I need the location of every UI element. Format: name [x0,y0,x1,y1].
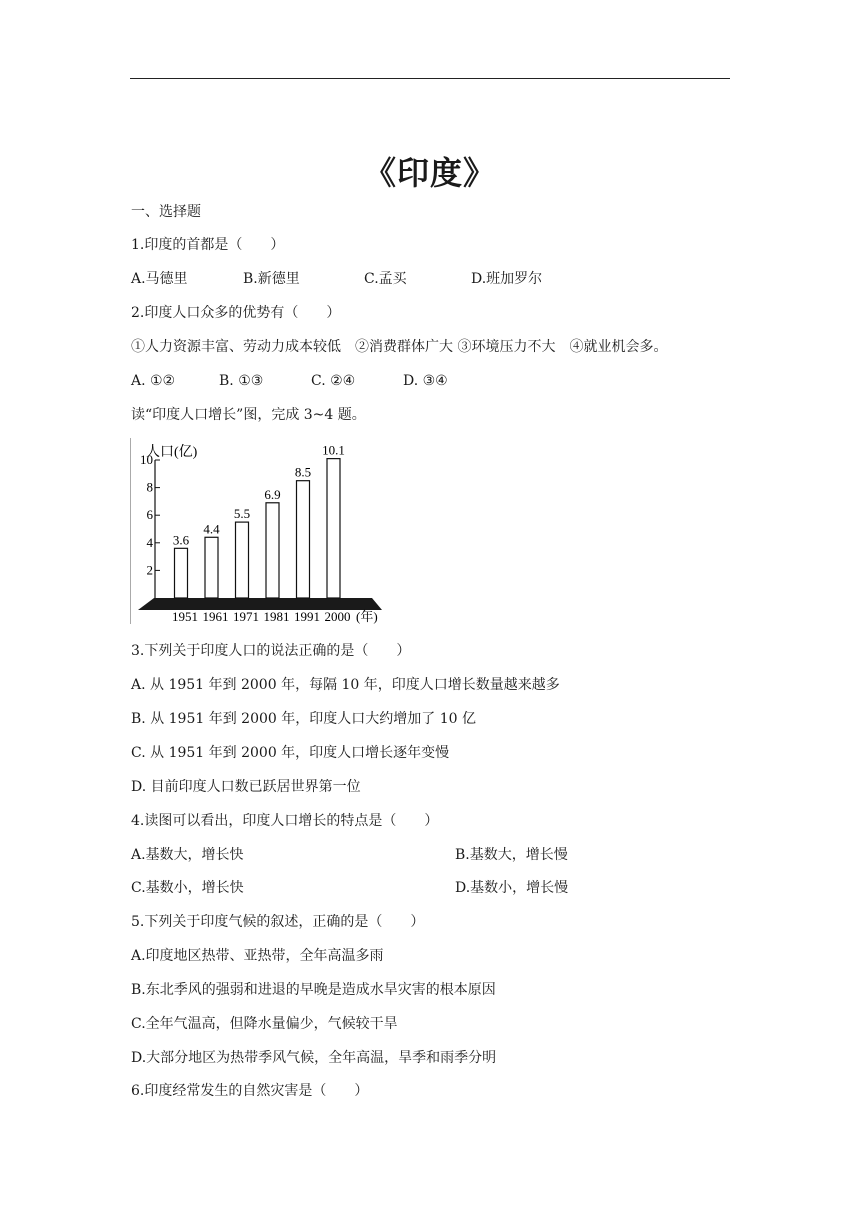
y-tick-label: 4 [146,534,153,550]
population-chart [130,438,390,626]
q4-option-d: D.基数小，增长慢 [455,880,569,896]
q2-statements: ①人力资源丰富、劳动力成本较低 ②消费群体广大 ③环境压力不大 ④就业机会多。 [131,339,668,355]
bar-value-label: 4.4 [203,521,220,537]
bar-2000 [327,459,340,598]
q2-option-c: C. ②④ [311,373,356,389]
q4-option-c: C.基数小，增长快 [131,880,244,896]
q5-option-a: A.印度地区热带、亚热带，全年高温多雨 [131,948,384,964]
bar-value-label: 6.9 [264,486,281,502]
q1-stem: 1.印度的首都是（ ） [131,237,285,253]
q3-option-c: C. 从 1951 年到 2000 年，印度人口增长逐年变慢 [131,745,450,761]
q4-option-b: B.基数大，增长慢 [455,847,568,863]
bar-value-label: 3.6 [172,532,190,548]
q1-option-a: A.马德里 [131,271,188,287]
q2-option-d: D. ③④ [403,373,448,389]
x-tick-label: 1971 [233,609,259,624]
y-tick-label: 10 [140,452,153,467]
q1-option-b: B.新德里 [243,271,300,287]
bar-1991 [297,481,310,598]
bar-1951 [175,548,188,598]
x-tick-label: 1991 [294,609,320,624]
x-tick-label: 1981 [263,609,290,624]
bar-1961 [205,537,218,598]
q3-option-b: B. 从 1951 年到 2000 年，印度人口大约增加了 10 亿 [131,711,476,727]
read-prompt: 读“印度人口增长”图，完成 3~4 题。 [131,407,366,423]
q1-option-c: C.孟买 [364,271,407,287]
x-axis-unit: (年) [356,609,378,624]
q5-stem: 5.下列关于印度气候的叙述，正确的是（ ） [131,914,425,930]
q5-option-b: B.东北季风的强弱和进退的早晚是造成水旱灾害的根本原因 [131,982,496,998]
x-tick-label: 1951 [172,609,198,624]
bar-value-label: 8.5 [294,464,312,480]
q3-option-a: A. 从 1951 年到 2000 年，每隔 10 年，印度人口增长数量越来越多 [131,677,560,693]
q6-stem: 6.印度经常发生的自然灾害是（ ） [131,1083,369,1099]
q5-option-d: D.大部分地区为热带季风气候，全年高温，旱季和雨季分明 [131,1050,497,1066]
x-tick-label: 2000 [324,609,351,624]
bar-1971 [236,522,249,598]
q2-option-b: B. ①③ [219,373,264,389]
x-tick-label: 1961 [202,609,229,624]
bar-value-label: 5.5 [233,506,251,522]
y-tick-label: 6 [146,507,153,523]
q2-option-a: A. ①② [131,373,176,389]
bar-1981 [266,503,279,598]
section-heading: 一、选择题 [131,204,201,220]
y-axis-label: 人口(亿) [146,445,198,460]
header-rule [130,78,730,79]
q1-option-d: D.班加罗尔 [471,271,543,287]
q4-option-a: A.基数大，增长快 [131,847,244,863]
q3-option-d: D. 目前印度人口数已跃居世界第一位 [131,779,361,795]
q3-stem: 3.下列关于印度人口的说法正确的是（ ） [131,643,411,659]
q4-stem: 4.读图可以看出，印度人口增长的特点是（ ） [131,813,439,829]
y-tick-label: 8 [146,479,153,495]
page-title: 《印度》 [363,154,496,192]
bar-value-label: 10.1 [322,442,345,458]
q5-option-c: C.全年气温高，但降水量偏少，气候较干旱 [131,1016,398,1032]
q2-stem: 2.印度人口众多的优势有（ ） [131,305,341,321]
y-tick-label: 2 [146,562,153,578]
